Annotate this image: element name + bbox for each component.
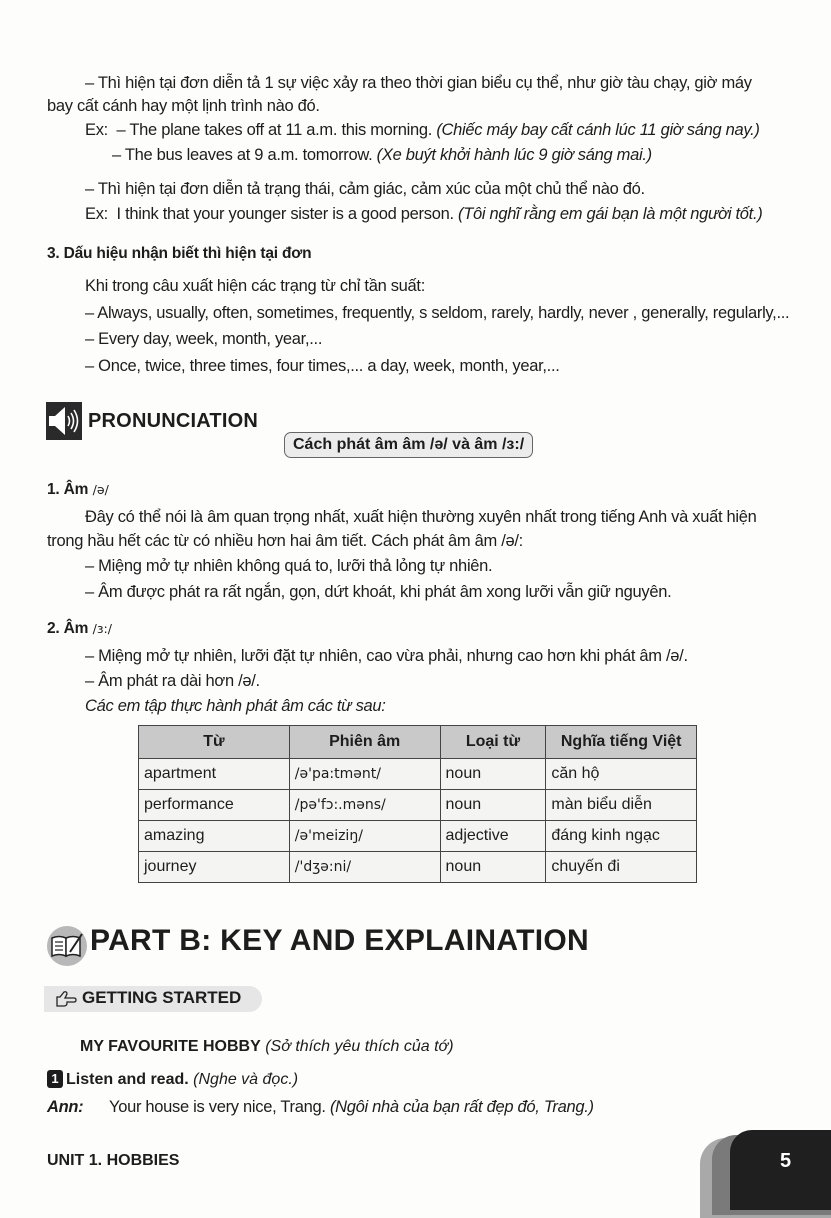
sound2-bullet: – Âm phát ra dài hơn /ə/.	[85, 672, 260, 690]
cell-word: amazing	[139, 821, 290, 852]
dialogue-line	[47, 1098, 594, 1117]
sound1-bullet: – Miệng mở tự nhiên không quá to, lưỡi thả lỏng tự nhiên.	[85, 557, 493, 575]
example-1	[85, 121, 760, 140]
cell-meaning: căn hộ	[546, 759, 697, 790]
getting-started-title: GETTING STARTED	[82, 988, 242, 1007]
sound2-heading	[47, 620, 112, 638]
pointing-hand-icon	[55, 989, 77, 1014]
table-row	[139, 821, 697, 852]
example-english: – The plane takes off at 11 a.m. this morning.	[116, 121, 433, 139]
sound-ipa: /ə/	[92, 482, 109, 497]
cell-meaning: đáng kinh ngạc	[546, 821, 697, 852]
table-row	[139, 759, 697, 790]
sound-ipa: /ɜ:/	[92, 621, 112, 636]
column-header-transcription: Phiên âm	[289, 726, 440, 759]
column-header-word-type: Loại từ	[440, 726, 546, 759]
dialogue-translation: (Ngôi nhà của bạn rất đẹp đó, Trang.)	[329, 1098, 594, 1116]
cell-word-type: noun	[440, 852, 546, 883]
cell-meaning: màn biểu diễn	[546, 790, 697, 821]
example-english: I think that your younger sister is a good person.	[116, 205, 454, 223]
example-translation: (Xe buýt khởi hành lúc 9 giờ sáng mai.)	[376, 146, 652, 164]
schedule-usage-line2: bay cất cánh hay một lịnh trình nào đó.	[47, 97, 320, 115]
table-row	[139, 790, 697, 821]
cell-word-type: adjective	[440, 821, 546, 852]
open-book-pencil-icon	[47, 926, 87, 966]
signals-heading: 3. Dấu hiệu nhận biết thì hiện tại đơn	[47, 245, 312, 262]
example-label: Ex:	[85, 121, 108, 139]
example-translation: (Chiếc máy bay cất cánh lúc 11 giờ sáng nay.)	[436, 121, 760, 139]
table-header-row	[139, 726, 697, 759]
cell-transcription: /pə'fɔ:.məns/	[289, 790, 440, 821]
cell-word: journey	[139, 852, 290, 883]
schedule-usage-line1: – Thì hiện tại đơn diễn tả 1 sự việc xảy ra theo thời gian biểu cụ thể, như giờ tàu chạy, giờ máy	[85, 74, 752, 92]
cell-meaning: chuyến đi	[546, 852, 697, 883]
topic-translation: (Sở thích yêu thích của tớ)	[265, 1038, 454, 1055]
example-3	[85, 205, 762, 224]
vocabulary-table	[138, 725, 697, 883]
practice-instruction: Các em tập thực hành phát âm các từ sau:	[85, 697, 386, 715]
sound1-bullet: – Âm được phát ra rất ngắn, gọn, dứt khoát, khi phát âm xong lưỡi vẫn giữ nguyên.	[85, 583, 672, 601]
task-translation: (Nghe và đọc.)	[193, 1071, 299, 1088]
signal-item: – Every day, week, month, year,...	[85, 330, 323, 348]
speaker-icon	[46, 402, 82, 440]
sound1-paragraph-line1: Đây có thể nói là âm quan trọng nhất, xuất hiện thường xuyên nhất trong tiếng Anh và xuất hiện	[85, 508, 757, 526]
speaker-name: Ann:	[47, 1098, 84, 1116]
cell-word-type: noun	[440, 759, 546, 790]
example-label: Ex:	[85, 205, 108, 223]
signal-item: – Once, twice, three times, four times,... a day, week, month, year,...	[85, 357, 560, 375]
dialogue-english: Your house is very nice, Trang.	[109, 1098, 326, 1116]
part-b-title: PART B: KEY AND EXPLAINATION	[90, 924, 589, 957]
topic-title: MY FAVOURITE HOBBY	[80, 1038, 261, 1055]
column-header-word: Từ	[139, 726, 290, 759]
sound2-bullet: – Miệng mở tự nhiên, lưỡi đặt tự nhiên, cao vừa phải, nhưng cao hơn khi phát âm /ə/.	[85, 647, 688, 665]
state-usage-line: – Thì hiện tại đơn diễn tả trạng thái, cảm giác, cảm xúc của một chủ thể nào đó.	[85, 180, 645, 198]
table-row	[139, 852, 697, 883]
column-header-meaning: Nghĩa tiếng Việt	[546, 726, 697, 759]
pronunciation-title: PRONUNCIATION	[88, 410, 259, 432]
cell-word: performance	[139, 790, 290, 821]
sound1-heading	[47, 481, 109, 499]
cell-transcription: /ə'pa:tmənt/	[289, 759, 440, 790]
example-translation: (Tôi nghĩ rằng em gái bạn là một người tốt.)	[458, 205, 763, 223]
cell-transcription: /'dʒə:ni/	[289, 852, 440, 883]
signals-intro: Khi trong câu xuất hiện các trạng từ chỉ tần suất:	[85, 277, 426, 295]
unit-label: UNIT 1. HOBBIES	[47, 1152, 180, 1169]
sound-heading-label: 1. Âm	[47, 481, 89, 498]
signal-item: – Always, usually, often, sometimes, frequently, s seldom, rarely, hardly, never , generally, regularly,...	[85, 304, 790, 322]
topic-heading	[80, 1038, 454, 1056]
task-instruction: Listen and read.	[66, 1071, 189, 1088]
sound1-paragraph-line2: trong hầu hết các từ có nhiều hơn hai âm tiết. Cách phát âm âm /ə/:	[47, 532, 523, 550]
pronunciation-subtitle: Cách phát âm âm /ə/ và âm /ɜ:/	[284, 432, 533, 458]
cell-transcription: /ə'meiziŋ/	[289, 821, 440, 852]
cell-word-type: noun	[440, 790, 546, 821]
task-heading	[47, 1070, 298, 1089]
example-english: – The bus leaves at 9 a.m. tomorrow.	[112, 146, 373, 164]
page-number: 5	[780, 1150, 792, 1172]
example-2	[112, 146, 652, 165]
sound-heading-label: 2. Âm	[47, 620, 89, 637]
task-number-badge: 1	[47, 1070, 63, 1088]
cell-word: apartment	[139, 759, 290, 790]
